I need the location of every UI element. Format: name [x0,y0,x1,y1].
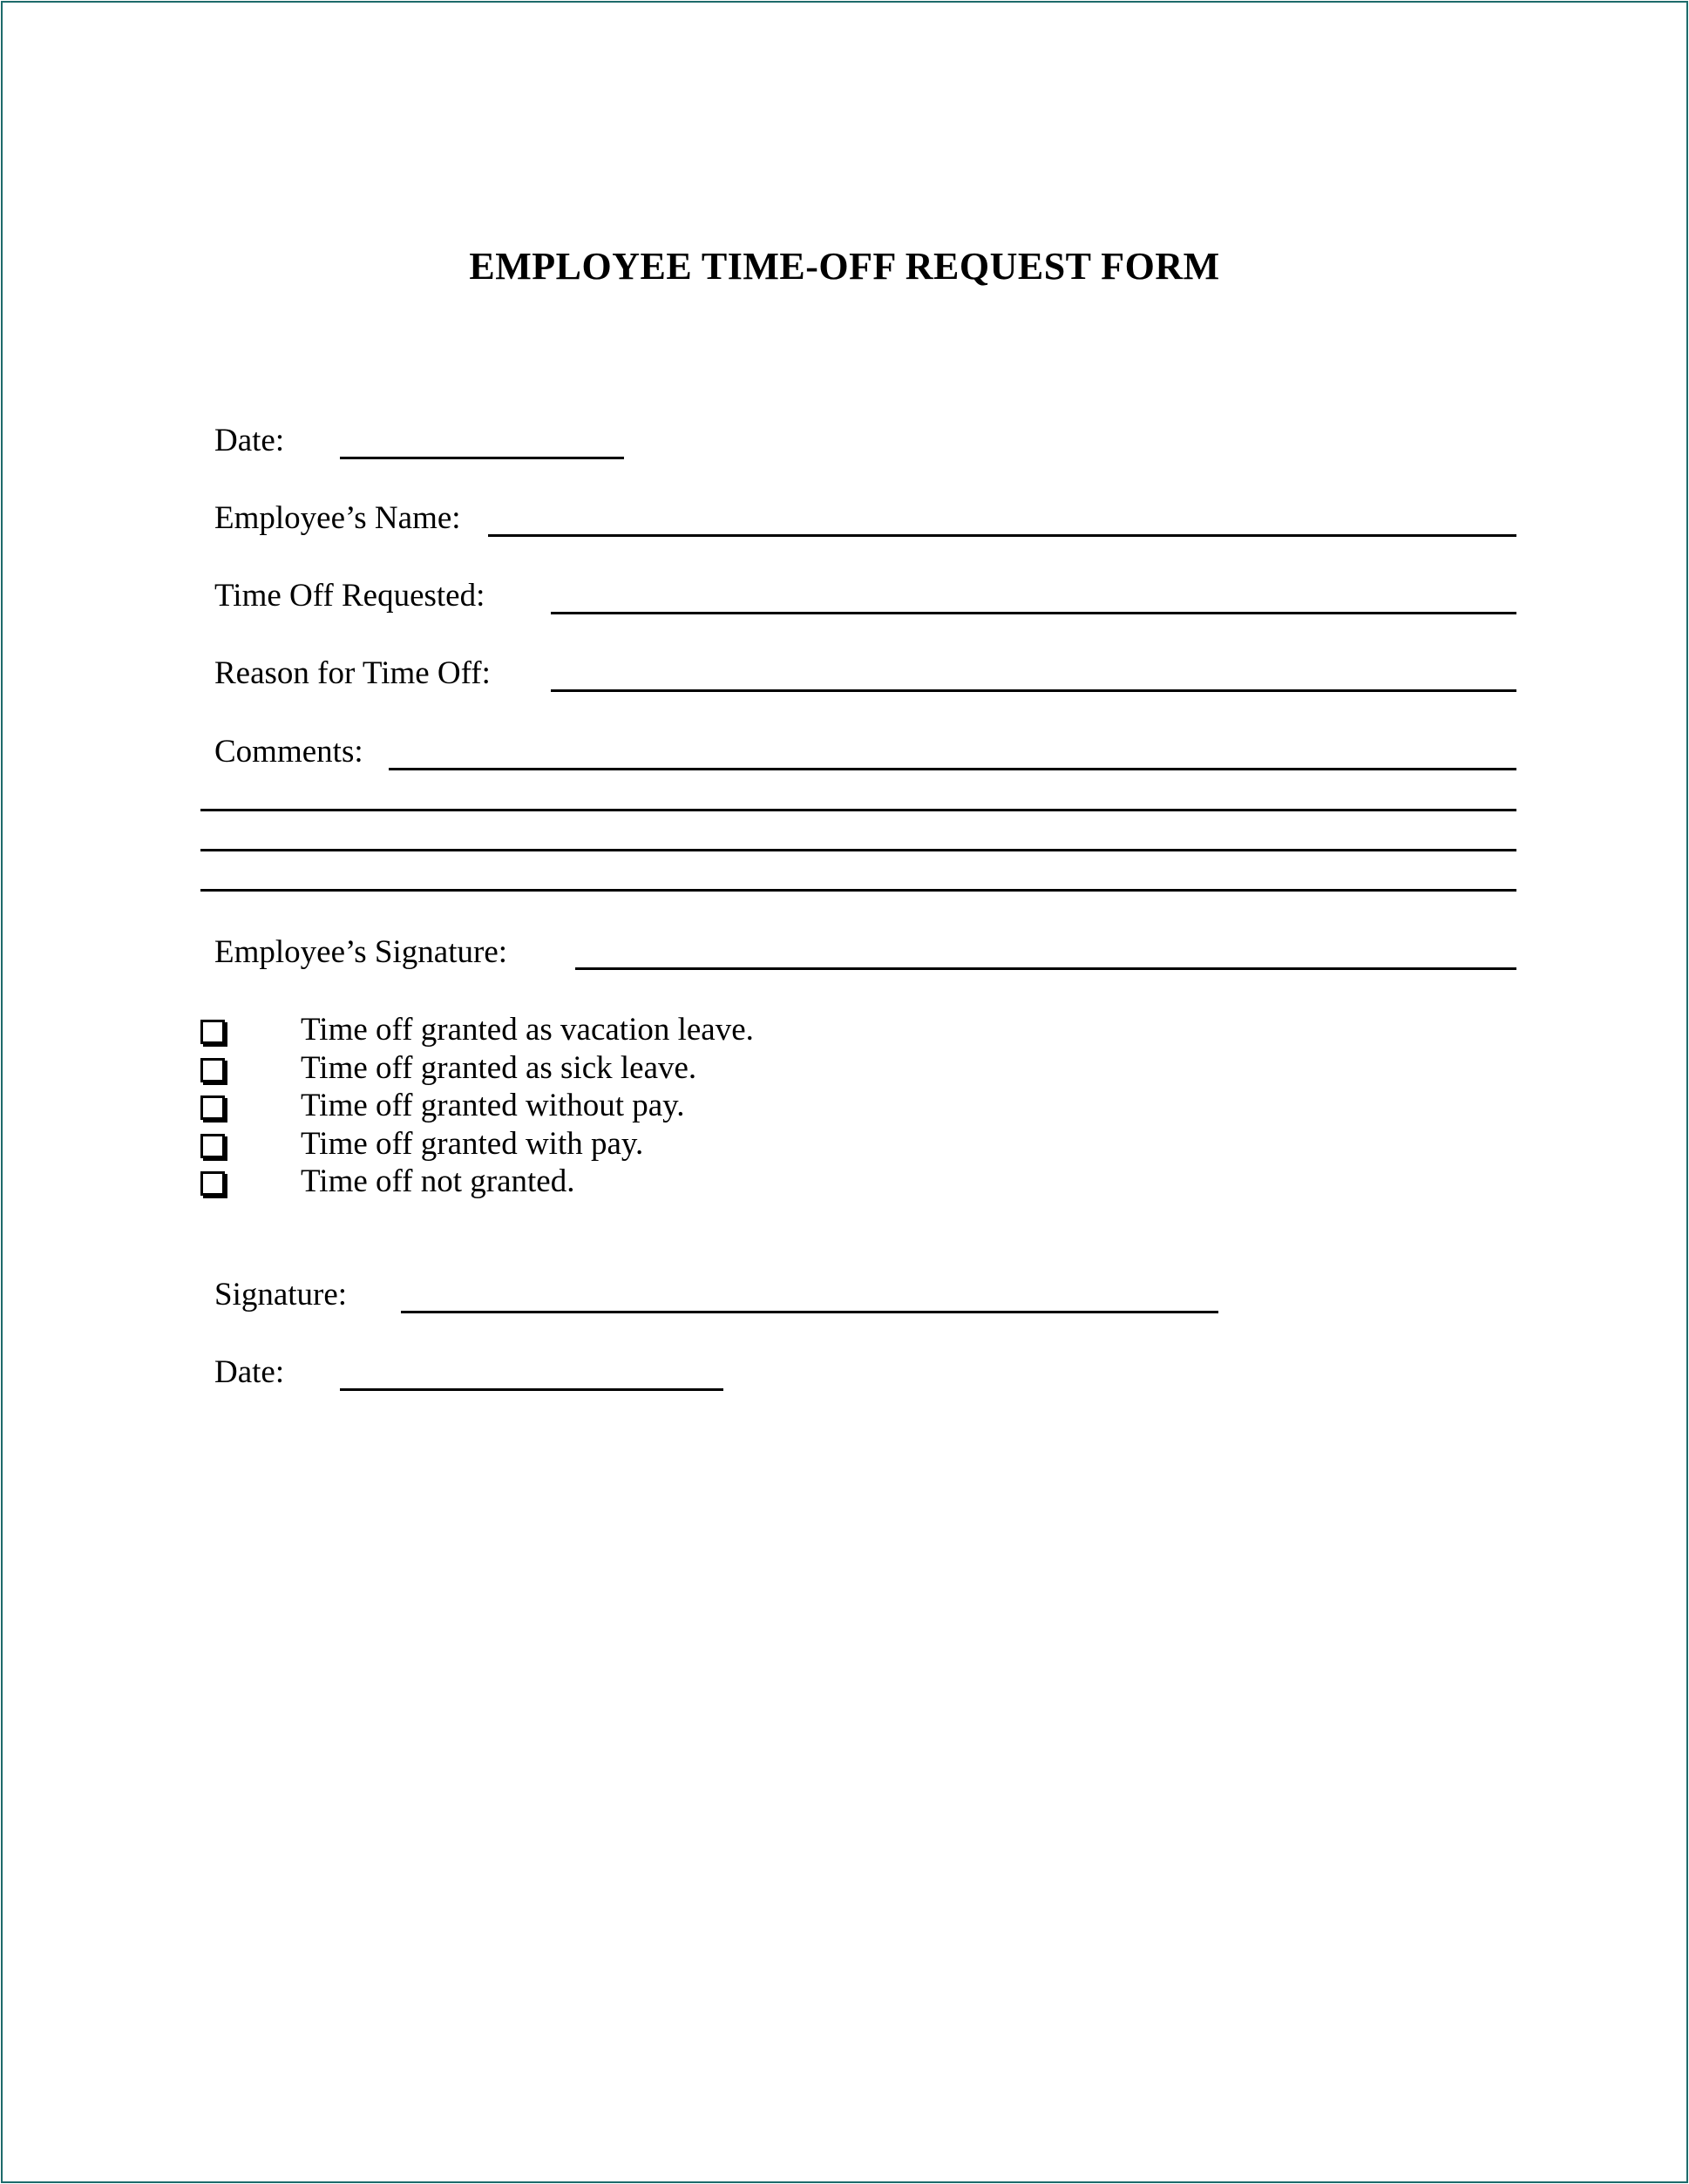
option-label: Time off not granted. [301,1163,575,1199]
employee-signature-field[interactable] [575,967,1516,970]
option-label: Time off granted as vacation leave. [301,1012,754,1048]
reason-label: Reason for Time Off: [214,655,491,691]
form-title: EMPLOYEE TIME-OFF REQUEST FORM [469,245,1220,288]
checkbox-icon[interactable] [200,1058,225,1082]
comments-line-3[interactable] [200,849,1516,851]
reason-field[interactable] [551,689,1516,692]
time-off-requested-label: Time Off Requested: [214,578,485,614]
comments-label: Comments: [214,734,363,770]
approver-signature-field[interactable] [401,1311,1218,1313]
option-label: Time off granted with pay. [301,1126,644,1162]
comments-line-4[interactable] [200,889,1516,892]
comments-field[interactable] [389,768,1516,770]
approver-signature-label: Signature: [214,1277,348,1312]
option-label: Time off granted without pay. [301,1088,685,1123]
option-label: Time off granted as sick leave. [301,1050,697,1086]
checkbox-icon[interactable] [200,1020,225,1044]
employee-name-label: Employee’s Name: [214,500,461,536]
approver-date-label: Date: [214,1354,285,1390]
date-label: Date: [214,423,285,458]
checkbox-icon[interactable] [200,1095,225,1120]
employee-signature-label: Employee’s Signature: [214,934,508,970]
comments-line-2[interactable] [200,809,1516,811]
approver-date-field[interactable] [340,1388,723,1391]
date-field[interactable] [340,457,624,459]
employee-name-field[interactable] [488,534,1516,537]
page-border [1,1,1688,2183]
checkbox-icon[interactable] [200,1134,225,1158]
time-off-requested-field[interactable] [551,612,1516,614]
checkbox-icon[interactable] [200,1171,225,1196]
